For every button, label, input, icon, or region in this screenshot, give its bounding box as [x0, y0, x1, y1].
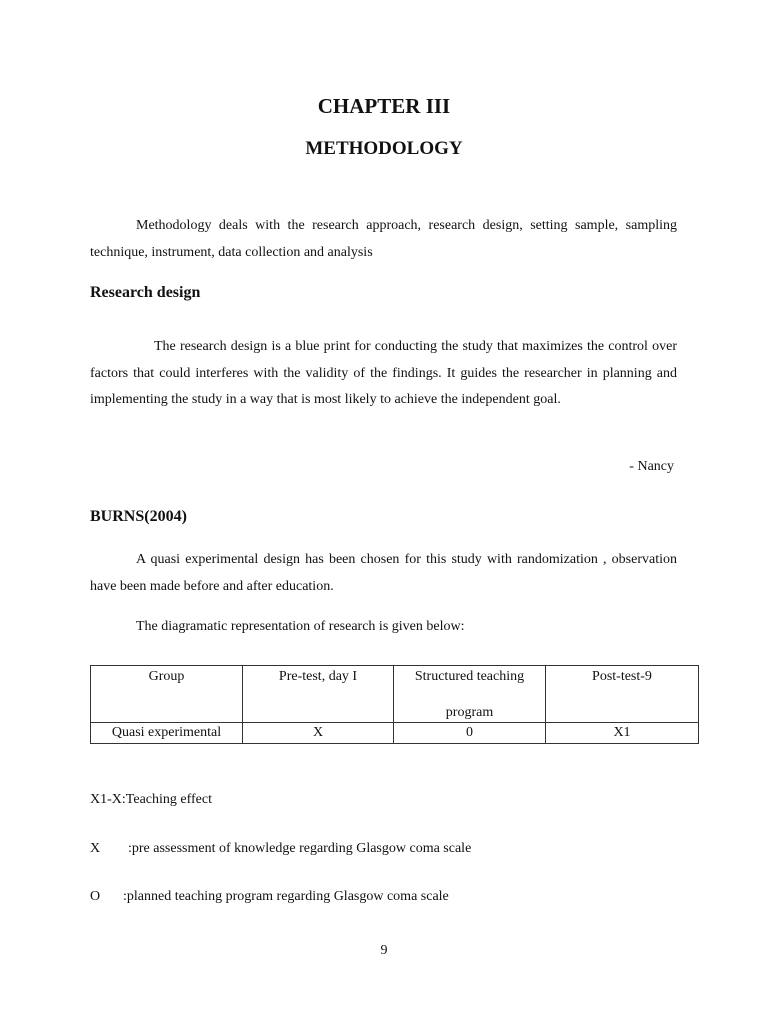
burns-paragraph: [90, 547, 677, 600]
research-design-text: The research design is a blue print for conducting the study that maximizes the control over factors that could interferes with the validity of the findings. It guides the researcher in planning and implementing the study in a way that is most likely to achieve the independent goal.: [90, 339, 677, 407]
legend-item: [90, 792, 212, 808]
header-structured-teaching-line2: program: [445, 705, 494, 720]
research-design-table: [90, 665, 699, 744]
legend-desc: :planned teaching program regarding Glasgow coma scale: [123, 889, 449, 904]
cell-structured-teaching: 0: [394, 723, 546, 744]
line-gap: [394, 686, 545, 704]
header-structured-teaching-line1: Structured teaching: [414, 669, 525, 684]
table-header-row: [91, 666, 699, 723]
legend-desc: :Teaching effect: [121, 792, 212, 807]
legend-key: X: [90, 841, 101, 856]
burns-heading: BURNS(2004): [90, 508, 187, 525]
page-number: 9: [380, 943, 388, 958]
intro-text: Methodology deals with the research approach, research design, setting sample, sampling technique, instrument, data collection and analysis: [90, 218, 677, 260]
research-design-heading: Research design: [90, 284, 201, 301]
intro-paragraph: [90, 213, 677, 266]
header-posttest: Post-test-9: [546, 666, 699, 723]
cell-pretest: X: [243, 723, 394, 744]
legend-item: [90, 841, 471, 857]
cell-group: Quasi experimental: [91, 723, 243, 744]
legend-desc: :pre assessment of knowledge regarding Glasgow coma scale: [128, 841, 472, 856]
legend-key: O: [90, 889, 101, 904]
table-row: [91, 723, 699, 744]
diagram-intro: The diagramatic representation of research is given below:: [136, 619, 465, 634]
legend-item: [90, 889, 449, 905]
burns-text: A quasi experimental design has been chosen for this study with randomization , observation have been made before and after education.: [90, 552, 677, 594]
chapter-number: CHAPTER III: [317, 94, 451, 118]
header-pretest: Pre-test, day I: [243, 666, 394, 723]
attribution: - Nancy: [629, 459, 674, 474]
chapter-title: METHODOLOGY: [305, 138, 463, 159]
legend-key: X1-X: [90, 792, 122, 807]
research-design-paragraph: [90, 334, 677, 414]
header-group: Group: [91, 666, 243, 723]
header-structured-teaching: [394, 666, 546, 723]
cell-posttest: X1: [546, 723, 699, 744]
